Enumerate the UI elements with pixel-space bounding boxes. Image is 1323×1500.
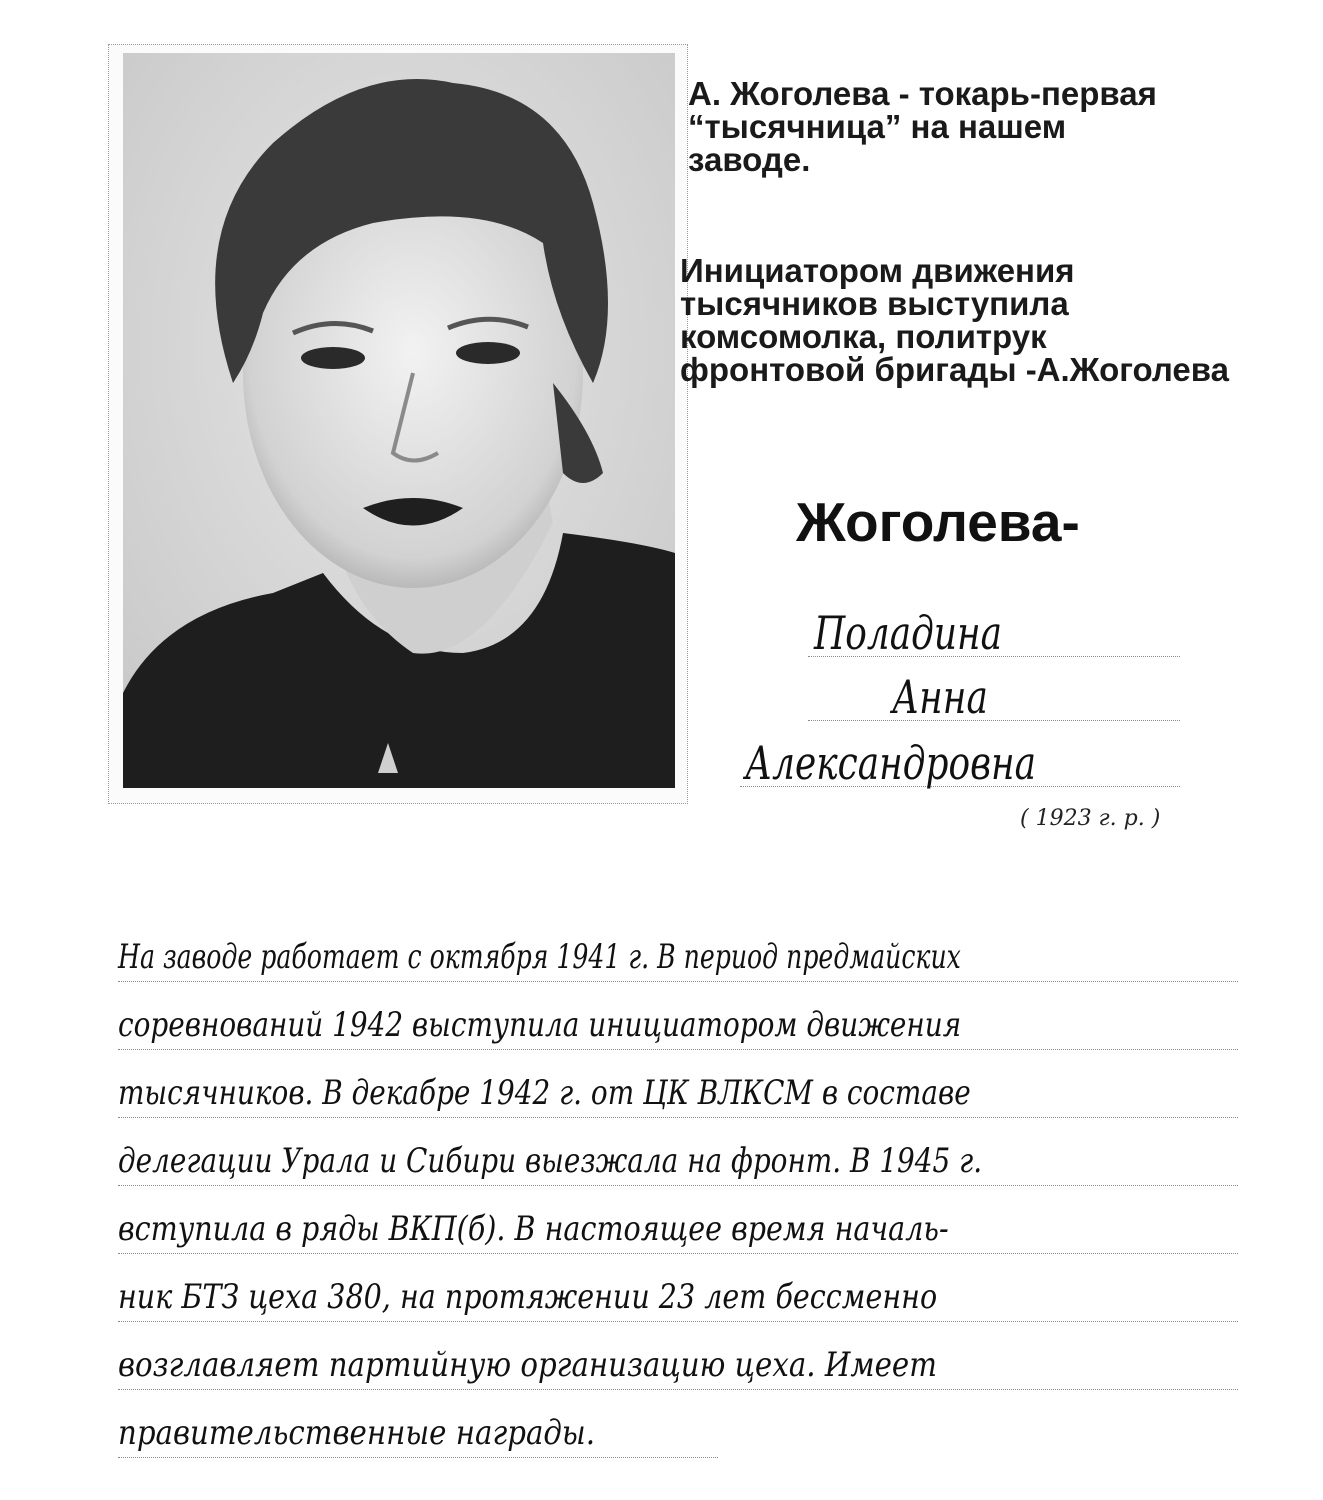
biography-line — [118, 1050, 1238, 1118]
biography-line — [118, 1118, 1238, 1186]
biography-text: правительственные награды. — [118, 1413, 596, 1453]
biography-line — [118, 1390, 718, 1458]
caption-initiator — [680, 254, 1229, 386]
surname-heading: Жоголева- — [796, 491, 1080, 553]
biography-line — [118, 982, 1238, 1050]
biography-text: делегации Урала и Сибири выезжала на фронт. В 1945 г. — [118, 1141, 983, 1181]
biography-line — [118, 914, 1238, 982]
caption-top-line: “тысячница” на нашем — [688, 108, 1067, 145]
biography-text: тысячников. В декабре 1942 г. от ЦК ВЛКСМ в составе — [118, 1073, 971, 1113]
portrait-photo — [123, 53, 675, 788]
caption-initiator-line: тысячников выступила — [680, 285, 1069, 322]
biography-text: возглавляет партийную организацию цеха. Имеет — [118, 1345, 937, 1385]
biography-text: ник БТЗ цеха 380, на протяжении 23 лет бессменно — [118, 1277, 938, 1317]
handwritten-patronymic: Александровна — [745, 736, 1037, 790]
biography-text: На заводе работает с октября 1941 г. В период предмайских — [118, 937, 961, 977]
biography-line — [118, 1322, 1238, 1390]
biography-text: соревнований 1942 выступила инициатором движения — [118, 1005, 962, 1045]
handwritten-first-name: Анна — [892, 670, 988, 724]
biography-text: вступила в ряды ВКП(б). В настоящее время началь- — [118, 1209, 949, 1249]
caption-top-line: А. Жоголева - токарь-первая — [688, 75, 1157, 112]
photo-frame — [108, 44, 688, 804]
handwritten-surname: Поладина — [814, 606, 1003, 660]
portrait-image — [123, 53, 675, 788]
caption-initiator-line: Инициатором движения — [680, 252, 1075, 289]
caption-initiator-line: фронтовой бригады -А.Жоголева — [680, 351, 1229, 388]
biography — [118, 914, 1238, 1458]
caption-initiator-line: комсомолка, политрук — [680, 318, 1047, 355]
ruled-line — [808, 720, 1180, 721]
caption-top — [688, 77, 1157, 176]
birth-year: ( 1923 г. р. ) — [1020, 806, 1161, 831]
biography-line — [118, 1186, 1238, 1254]
biography-line — [118, 1254, 1238, 1322]
caption-top-line: заводе. — [688, 141, 811, 178]
